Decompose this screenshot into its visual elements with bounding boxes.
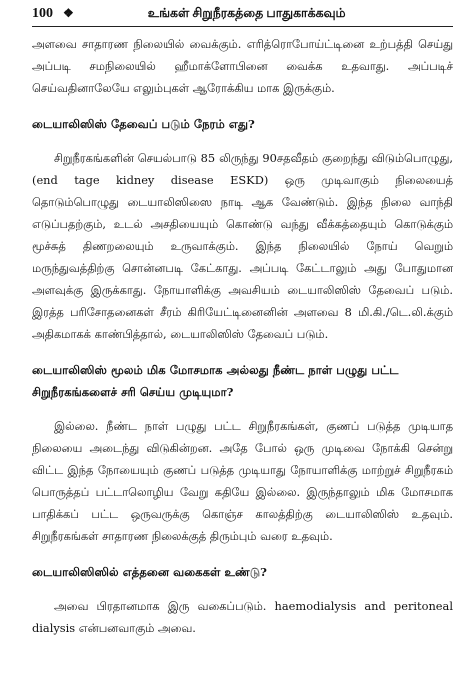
section-heading-types: டையாலிஸிஸில் எத்தனை வகைகள் உண்டு? bbox=[32, 565, 267, 579]
page-number: 100 bbox=[32, 6, 53, 21]
intro-paragraph: அளவை சாதாரண நிலையில் வைக்கும். எரித்ரொபோய்ட்டினை உற்பத்தி செய்து அப்படி சமநிலையில் ஹீமாக்ளோபினை வைக்க உதவாது. அப்படிச் செய்வதினாலேயே எலும்புகள் ஆரோக்கிய மாக இருக்கும். bbox=[32, 37, 453, 95]
paragraph-types: அவை பிரதானமாக இரு வகைப்படும். haemodialysis and peritoneal dialysis என்பனவாகும் அவை. bbox=[32, 599, 453, 635]
ornament-icon: ❖ bbox=[63, 6, 74, 20]
section-heading-repair: டையாலிஸிஸ் மூலம் மிக மோசமாக அல்லது நீண்ட நாள் பழுது பட்ட சிறுநீரகங்களைச் சரி செய்ய முடியுமா? bbox=[32, 363, 399, 399]
running-header bbox=[32, 6, 453, 27]
paragraph-dialysis-time: சிறுநீரகங்களின் செயல்பாடு 85 லிருந்து 90சதவீதம் குறைந்து விடும்பொழுது, (end tage kidney disease ESKD) ஒரு முடிவாகும் நிலையைத் தொடும்பொழுது டையாலிஸிஸை நாடி ஆக வேண்டும். இந்த நிலை வாந்தி எடுப்பதற்கும், உடல் அசதியையும் கொண்டு வந்து வீக்கத்தையும் கொடுக்கும் மூச்சுத் திணறலையும் உருவாக்கும். இந்த நிலையில் நோய் வெறும் மருந்துவத்திற்கு சொன்னபடி கேட்காது. அப்படி கேட்டாலும் அது போதுமான அளவுக்கு இருக்காது. நோயாளிக்கு அவசியம் டையாலிஸிஸ் தேவைப் படும். இரத்த பரிசோதனைகள் சீரம் கிரியேட்டினைனின் அளவை 8 மி.கி./டெ.லி.க்கும் அதிகமாகக் காண்பித்தால், டையாலிஸிஸ் தேவைப் படும். bbox=[32, 151, 453, 341]
paragraph-repair: இல்லை. நீண்ட நாள் பழுது பட்ட சிறுநீரகங்கள், குணப் படுத்த முடியாத நிலையை அடைந்து விடுகின்றன. அதே போல் ஒரு முடிவை நோக்கி சென்று விட்ட இந்த நோயையும் குணப் படுத்த முடியாது நோயாளிக்கு மாற்றுச் சிறுநீரகம் பொருத்தப் பட்டாலொழிய வேறு கதியே இல்லை. இருந்தாலும் மிக மோசமாக பாதிக்கப் பட்ட ஒருவருக்கு கொஞ்ச காலத்திற்கு டையாலிஸிஸ் உதவும். சிறுநீரகங்கள் சாதாரண நிலைக்குத் திரும்பும் வரை உதவும். bbox=[32, 419, 453, 543]
section-heading-dialysis-time: டையாலிஸிஸ் தேவைப் படும் நேரம் எது? bbox=[32, 117, 255, 131]
running-title: உங்கள் சிறுநீரகத்தை பாதுகாக்கவும் bbox=[147, 6, 346, 20]
